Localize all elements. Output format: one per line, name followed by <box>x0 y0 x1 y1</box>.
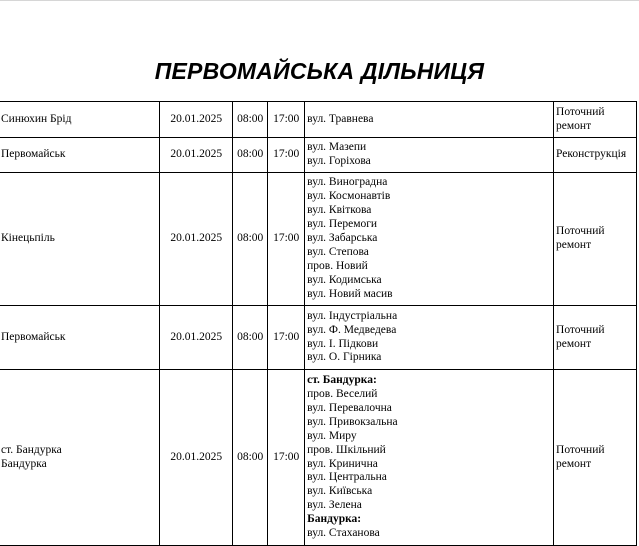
street-name: вул. Стаханова <box>307 527 380 540</box>
table-row <box>0 306 637 370</box>
street-name: вул. Індустріальна <box>307 309 398 322</box>
work-type-cell <box>554 370 637 546</box>
street-name: вул. О. Гірника <box>307 351 382 364</box>
settlement-cell <box>0 306 160 370</box>
streets-cell <box>305 173 554 306</box>
street-name: вул. Степова <box>307 245 369 258</box>
table-row <box>0 102 637 138</box>
street-name: пров. Новий <box>307 259 368 272</box>
street-name: вул. Центральна <box>307 471 387 484</box>
table-row <box>0 370 637 546</box>
street-name: вул. Київська <box>307 485 373 498</box>
table-row <box>0 173 637 306</box>
work-type-cell <box>554 102 637 138</box>
settlement-cell <box>0 138 160 173</box>
street-name: вул. Травнева <box>307 112 374 125</box>
street-name: вул. І. Підкови <box>307 337 379 350</box>
settlement-name: Бандурка <box>1 457 47 470</box>
street-name: вул. Квіткова <box>307 204 372 217</box>
work-type-cell <box>554 306 637 370</box>
street-name: вул. Ф. Медведева <box>307 323 397 336</box>
table-row <box>0 138 637 173</box>
work-type-text: Поточний <box>556 225 605 238</box>
settlement-cell <box>0 102 160 138</box>
street-name: вул. Новий масив <box>307 287 393 300</box>
streets-cell <box>305 370 554 546</box>
start-time-cell: 08:00 <box>233 306 268 370</box>
date-cell: 20.01.2025 <box>160 102 233 138</box>
outage-schedule-table <box>0 101 637 546</box>
work-type-text: Поточний <box>556 105 605 118</box>
streets-cell <box>305 306 554 370</box>
date-cell: 20.01.2025 <box>160 173 233 306</box>
work-type-text: ремонт <box>556 239 592 251</box>
settlement-cell <box>0 173 160 306</box>
street-name: вул. Зелена <box>307 499 362 512</box>
settlement-name: Первомайськ <box>1 330 66 343</box>
streets-cell <box>305 138 554 173</box>
start-time-cell: 08:00 <box>233 138 268 173</box>
street-name: вул. Горіхова <box>307 155 371 167</box>
street-name: вул. Перемоги <box>307 218 378 231</box>
start-time-cell: 08:00 <box>233 370 268 546</box>
date-cell: 20.01.2025 <box>160 370 233 546</box>
work-type-text: ремонт <box>556 337 592 350</box>
start-time-cell: 08:00 <box>233 102 268 138</box>
work-type-cell <box>554 138 637 173</box>
work-type-text: ремонт <box>556 119 592 132</box>
work-type-text: ремонт <box>556 457 592 470</box>
settlement-name: Синюхин Брід <box>1 112 72 125</box>
street-name: вул. Виноградна <box>307 176 388 189</box>
street-name: вул. Мазепи <box>307 141 367 154</box>
street-name: вул. Привокзальна <box>307 415 398 428</box>
streets-cell <box>305 102 554 138</box>
start-time-cell: 08:00 <box>233 173 268 306</box>
work-type-text: Реконструкція <box>556 148 627 161</box>
page-title: ПЕРВОМАЙСЬКА ДІЛЬНИЦЯ <box>154 58 485 84</box>
top-divider <box>0 0 639 1</box>
street-name: вул. Кодимська <box>307 273 382 286</box>
settlement-name: Кінецьпіль <box>1 232 55 245</box>
date-cell: 20.01.2025 <box>160 306 233 370</box>
settlement-name: ст. Бандурка <box>1 443 62 456</box>
end-time-cell: 17:00 <box>268 306 305 370</box>
street-name: вул. Забарська <box>307 232 378 245</box>
street-name: пров. Веселий <box>307 387 378 400</box>
settlement-cell <box>0 370 160 546</box>
date-cell: 20.01.2025 <box>160 138 233 173</box>
street-name: вул. Перевалочна <box>307 401 392 414</box>
end-time-cell: 17:00 <box>268 102 305 138</box>
work-type-text: Поточний <box>556 323 605 336</box>
end-time-cell: 17:00 <box>268 173 305 306</box>
street-name: вул. Космонавтів <box>307 190 391 203</box>
locality-heading: ст. Бандурка: <box>307 374 377 387</box>
work-type-cell <box>554 173 637 306</box>
end-time-cell: 17:00 <box>268 370 305 546</box>
street-name: пров. Шкільний <box>307 443 386 456</box>
end-time-cell: 17:00 <box>268 138 305 173</box>
street-name: вул. Миру <box>307 429 357 442</box>
street-name: вул. Кринична <box>307 457 378 470</box>
work-type-text: Поточний <box>556 443 605 456</box>
locality-heading: Бандурка: <box>307 513 362 526</box>
settlement-name: Первомайськ <box>1 148 66 161</box>
